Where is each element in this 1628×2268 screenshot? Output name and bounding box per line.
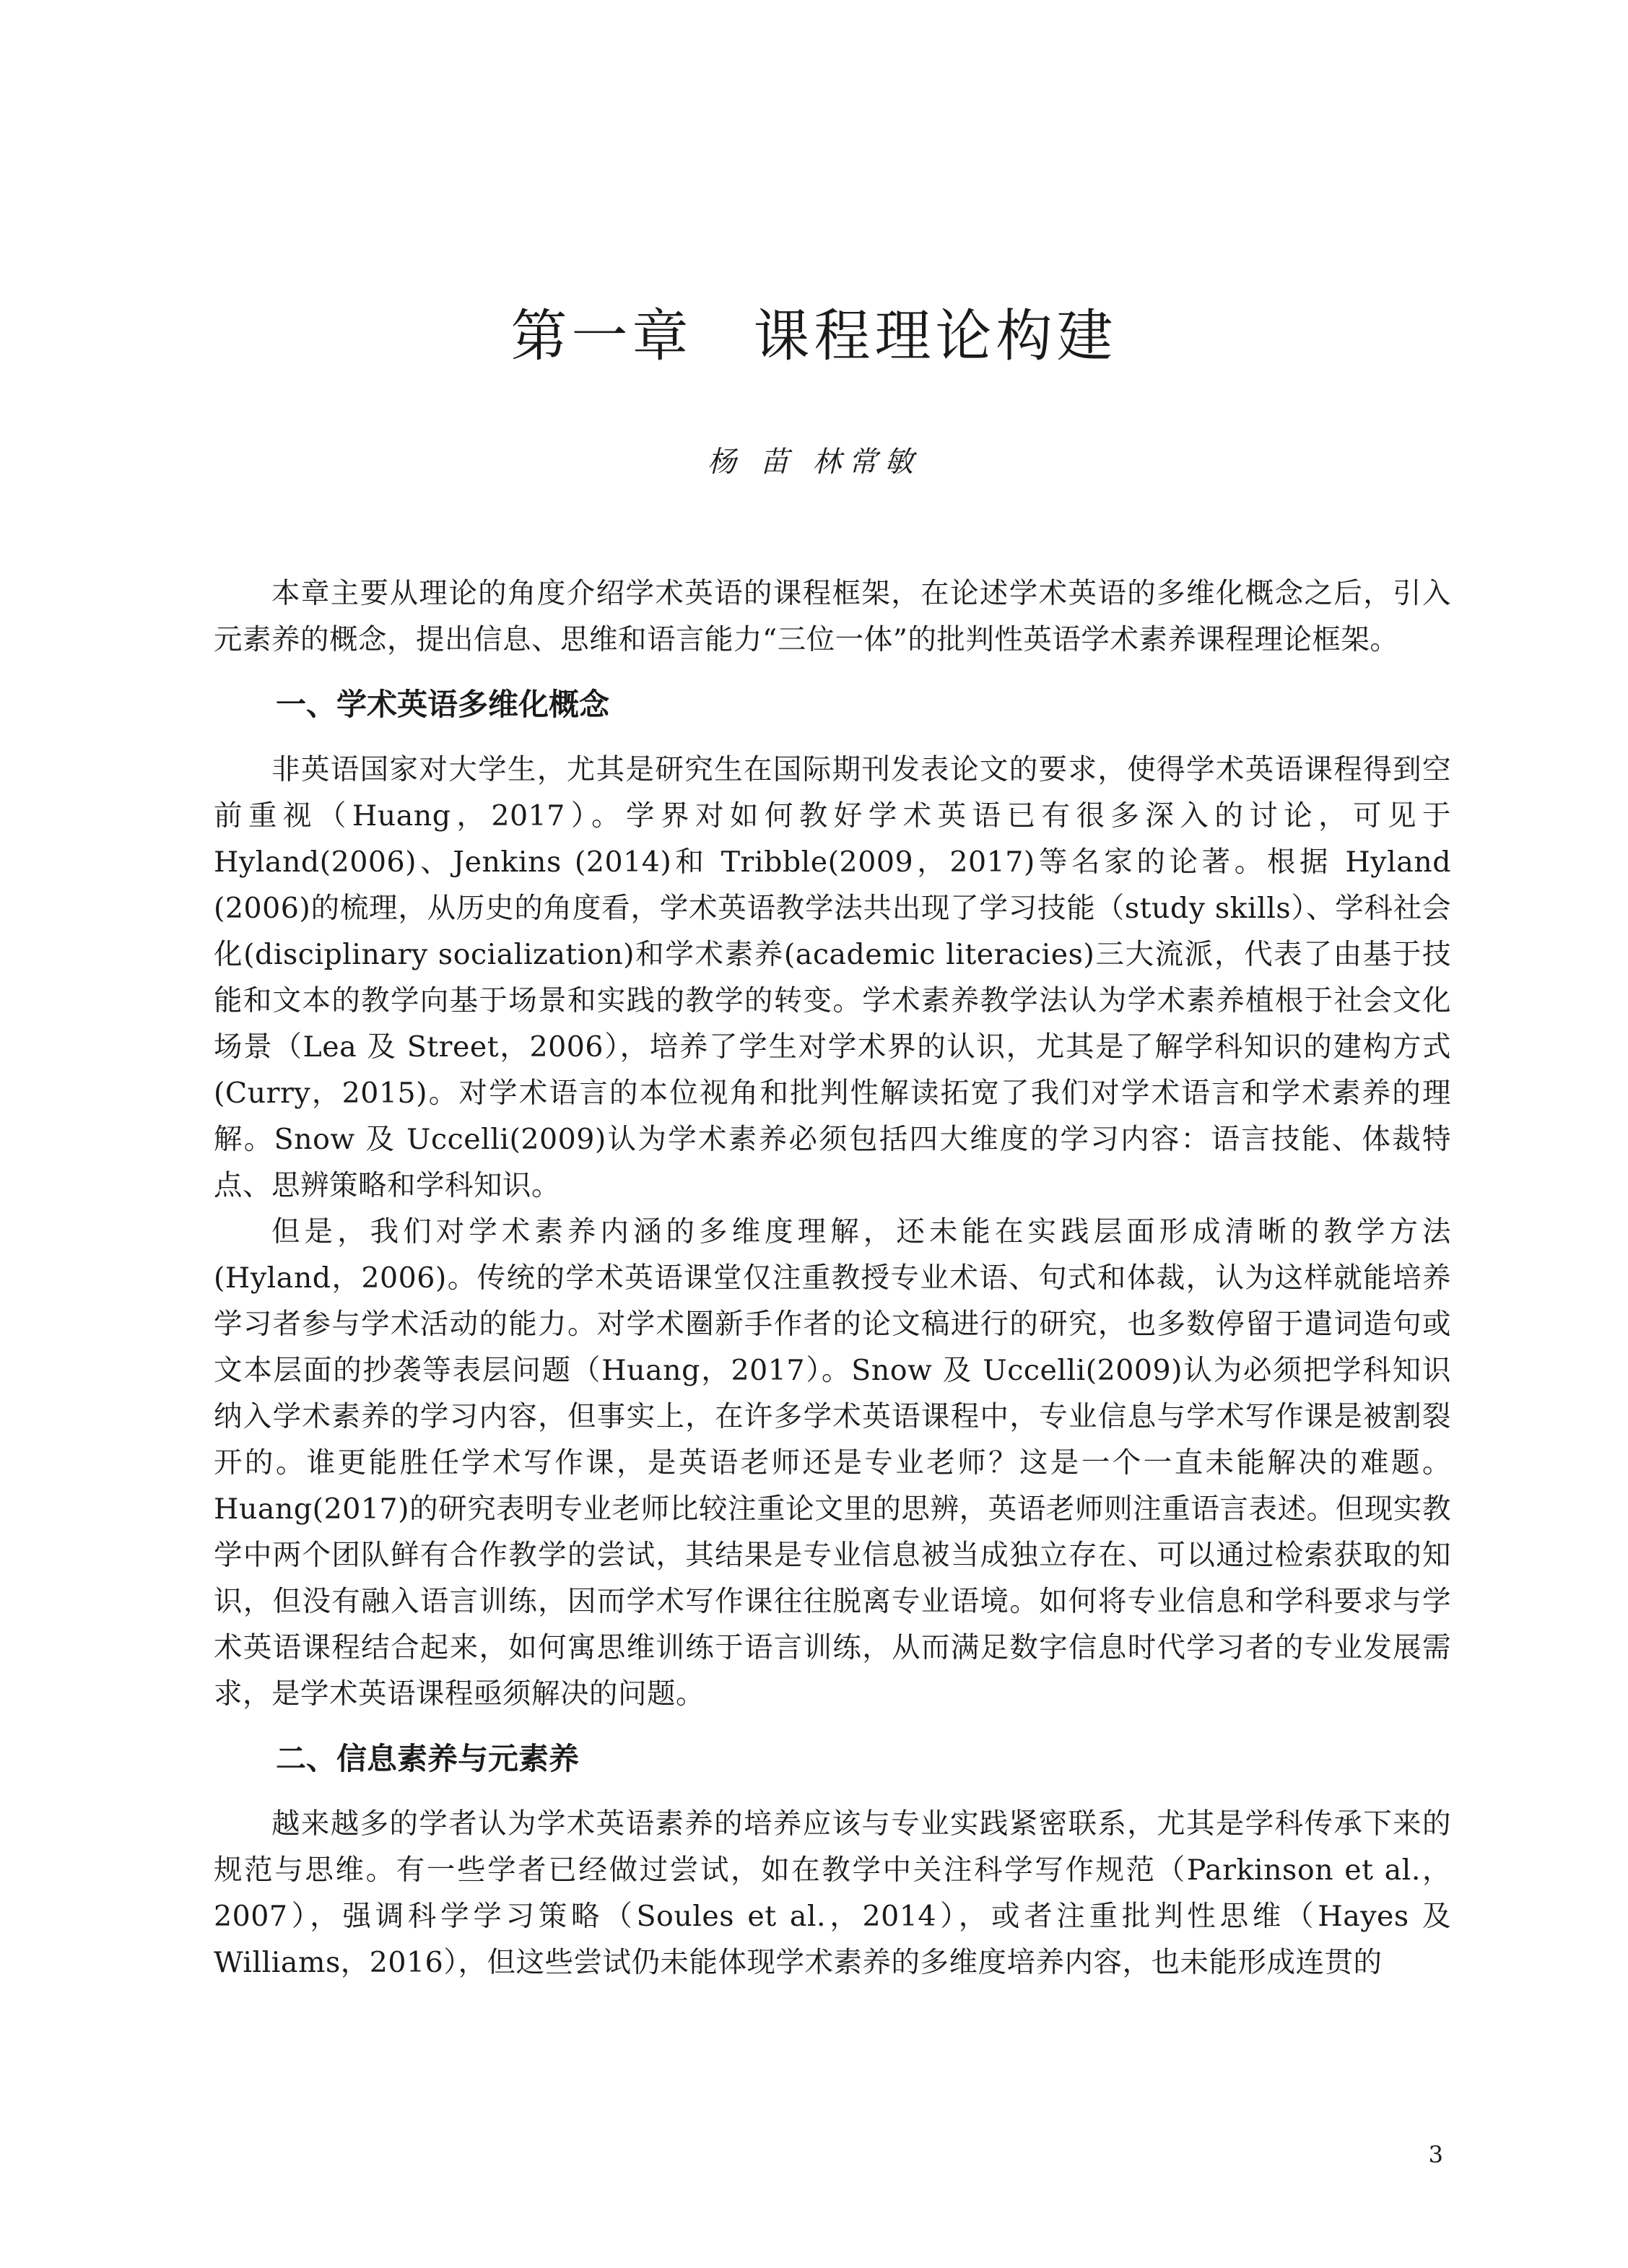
section-heading-2: 二、信息素养与元素养 xyxy=(276,1741,580,1776)
chapter-title: 第一章 课程理论构建 xyxy=(510,304,1118,369)
section-1-paragraph-2: 但是，我们对学术素养内涵的多维度理解，还未能在实践层面形成清晰的教学方法(Hyland，2006)。传统的学术英语课堂仅注重教授专业术语、句式和体裁，认为这样就能培养学习者参与学术活动的能力。对学术圈新手作者的论文稿进行的研究，也多数停留于遣词造句或文本层面的抄袭等表层问题（Huang，2017）。Snow 及 Uccelli(2009)认为必须把学科知识纳入学术素养的学习内容，但事实上，在许多学术英语课程中，专业信息与学术写作课是被割裂开的。谁更能胜任学术写作课，是英语老师还是专业老师？这是一个一直未能解决的难题。Huang(2017)的研究表明专业老师比较注重论文里的思辨，英语老师则注重语言表述。但现实教学中两个团队鲜有合作教学的尝试，其结果是专业信息被当成独立存在、可以通过检索获取的知识，但没有融入语言训练，因而学术写作课往往脱离专业语境。如何将专业信息和学科要求与学术英语课程结合起来，如何寓思维训练于语言训练，从而满足数字信息时代学习者的专业发展需求，是学术英语课程亟须解决的问题。 xyxy=(214,1215,1451,1711)
section-heading-1: 一、学术英语多维化概念 xyxy=(276,687,610,722)
chapter-authors: 杨 苗 林常敏 xyxy=(707,446,921,479)
page-number: 3 xyxy=(1428,2141,1443,2168)
section-2-paragraph-1: 越来越多的学者认为学术英语素养的培养应该与专业实践紧密联系，尤其是学科传承下来的规范与思维。有一些学者已经做过尝试，如在教学中关注科学写作规范（Parkinson et al.，2007），强调科学学习策略（Soules et al.，2014），或者注重批判性思维（Hayes 及 Williams，2016），但这些尝试仍未能体现学术素养的多维度培养内容，也未能形成连贯的 xyxy=(214,1807,1451,1979)
intro-paragraph: 本章主要从理论的角度介绍学术英语的课程框架，在论述学术英语的多维化概念之后，引入元素养的概念，提出信息、思维和语言能力“三位一体”的批判性英语学术素养课程理论框架。 xyxy=(214,577,1451,656)
section-1-paragraph-1: 非英语国家对大学生，尤其是研究生在国际期刊发表论文的要求，使得学术英语课程得到空前重视（Huang，2017）。学界对如何教好学术英语已有很多深入的讨论，可见于Hyland(2006)、Jenkins (2014)和 Tribble(2009，2017)等名家的论著。根据 Hyland (2006)的梳理，从历史的角度看，学术英语教学法共出现了学习技能（study skills）、学科社会化(disciplinary socialization)和学术素养(academic literacies)三大流派，代表了由基于技能和文本的教学向基于场景和实践的教学的转变。学术素养教学法认为学术素养植根于社会文化场景（Lea 及 Street，2006），培养了学生对学术界的认识，尤其是了解学科知识的建构方式(Curry，2015)。对学术语言的本位视角和批判性解读拓宽了我们对学术语言和学术素养的理解。Snow 及 Uccelli(2009)认为学术素养必须包括四大维度的学习内容：语言技能、体裁特点、思辨策略和学科知识。 xyxy=(214,753,1451,1202)
body-text xyxy=(214,570,1451,1986)
